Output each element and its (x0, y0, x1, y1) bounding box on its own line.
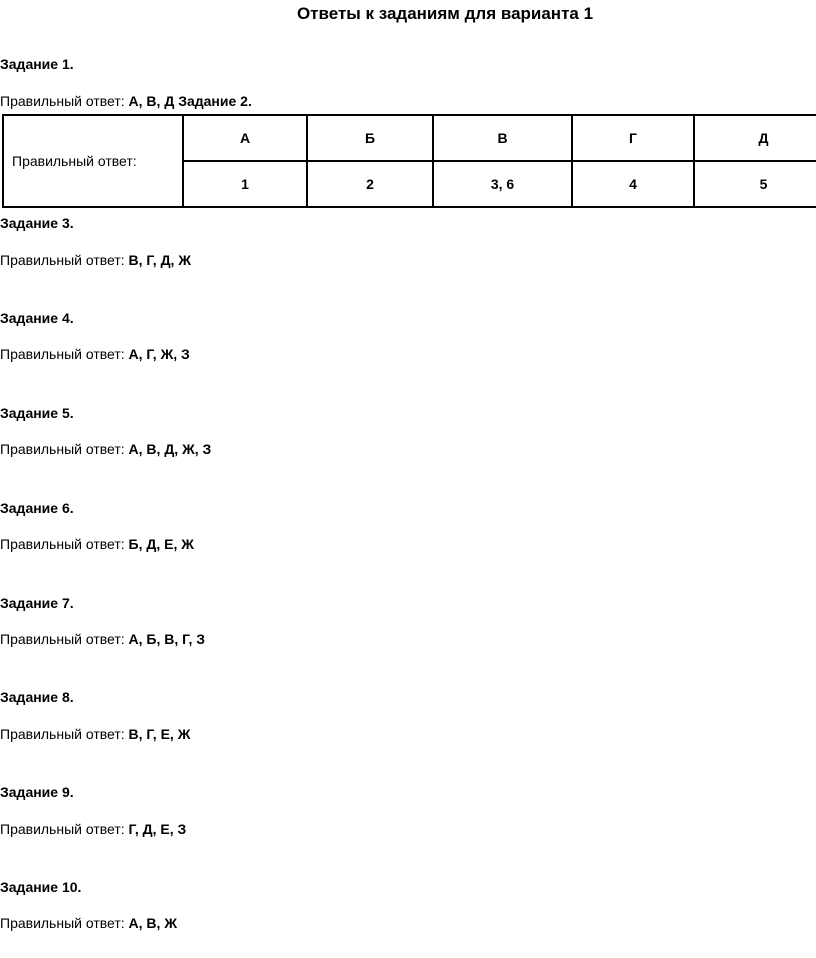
table-number-cell: 2 (307, 161, 433, 207)
answer-value: В, Г, Е, Ж (128, 726, 191, 742)
task-2-heading: Задание 2. (178, 93, 252, 109)
answer-prefix: Правильный ответ: (0, 346, 125, 362)
answer-value: Б, Д, Е, Ж (128, 536, 194, 552)
task-3-answer-line (0, 252, 191, 268)
answer-value: А, В, Д, Ж, З (128, 441, 212, 457)
table-letter-cell: Б (307, 115, 433, 161)
task-6-answer-line (0, 536, 194, 552)
answer-value: А, Г, Ж, З (128, 346, 190, 362)
task-2-answer-table (2, 114, 816, 208)
table-number-cell: 5 (694, 161, 816, 207)
table-row-label: Правильный ответ: (3, 115, 183, 207)
answer-prefix: Правильный ответ: (0, 631, 125, 647)
task-5-answer-line (0, 441, 211, 457)
task-1-answer-line (0, 93, 252, 109)
table-number-cell: 4 (572, 161, 694, 207)
table-number-cell: 1 (183, 161, 307, 207)
answer-prefix: Правильный ответ: (0, 821, 125, 837)
table-row (3, 115, 816, 161)
table-letter-cell: Д (694, 115, 816, 161)
answer-value: В, Г, Д, Ж (128, 252, 191, 268)
task-7-heading: Задание 7. (0, 595, 74, 611)
answer-prefix: Правильный ответ: (0, 536, 125, 552)
task-8-answer-line (0, 726, 190, 742)
task-4-answer-line (0, 346, 190, 362)
task-1-heading: Задание 1. (0, 56, 74, 72)
task-6-heading: Задание 6. (0, 500, 74, 516)
task-10-answer-line (0, 915, 177, 931)
task-8-heading: Задание 8. (0, 689, 74, 705)
task-3-heading: Задание 3. (0, 215, 74, 231)
table-letter-cell: В (433, 115, 572, 161)
answer-value: А, Б, В, Г, З (128, 631, 206, 647)
answer-prefix: Правильный ответ: (0, 93, 125, 109)
answer-prefix: Правильный ответ: (0, 441, 125, 457)
page-title: Ответы к заданиям для варианта 1 (296, 4, 594, 23)
table-number-cell: 3, 6 (433, 161, 572, 207)
table-letter-cell: Г (572, 115, 694, 161)
answer-prefix: Правильный ответ: (0, 252, 125, 268)
answer-value: Г, Д, Е, З (128, 821, 187, 837)
table-letter-cell: А (183, 115, 307, 161)
answer-prefix: Правильный ответ: (0, 915, 125, 931)
task-9-heading: Задание 9. (0, 784, 74, 800)
task-9-answer-line (0, 821, 186, 837)
answer-value: А, В, Д (128, 93, 175, 109)
task-10-heading: Задание 10. (0, 879, 82, 895)
task-7-answer-line (0, 631, 205, 647)
answer-prefix: Правильный ответ: (0, 726, 125, 742)
answer-value: А, В, Ж (128, 915, 177, 931)
task-4-heading: Задание 4. (0, 310, 74, 326)
task-5-heading: Задание 5. (0, 405, 74, 421)
